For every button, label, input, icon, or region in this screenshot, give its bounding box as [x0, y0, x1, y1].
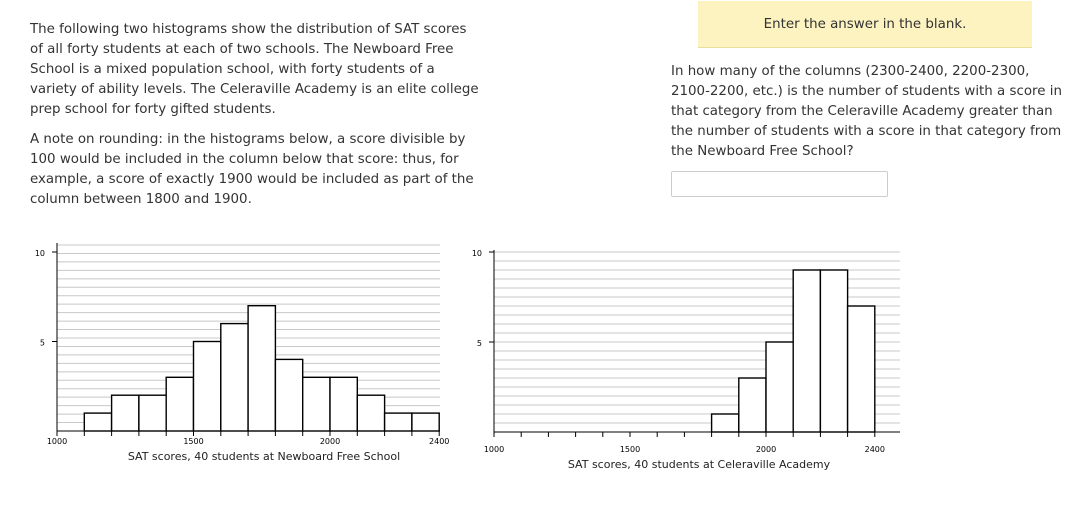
histogram-bar — [820, 270, 847, 432]
x-tick-label: 1500 — [183, 437, 204, 446]
x-axis-title: SAT scores, 40 students at Newboard Free School — [127, 450, 401, 463]
x-tick-label: 2400 — [429, 437, 450, 446]
x-tick-label: 1000 — [483, 445, 505, 454]
x-tick-label: 2400 — [864, 445, 885, 454]
x-tick-label: 2000 — [755, 445, 777, 454]
histogram-bar — [766, 342, 793, 432]
histogram-bar — [712, 414, 739, 432]
x-tick-label: 1000 — [46, 437, 68, 446]
y-tick-label: 10 — [34, 249, 45, 258]
question-text: In how many of the columns (2300-2400, 2200-2300, 2100-2200, etc.) is the number of students with a score in that category from the Celeraville Academy greater than the number of students with a score in that category from the Newboard Free School? — [671, 64, 1062, 159]
y-tick-label: 5 — [39, 338, 45, 348]
y-tick-label: 10 — [471, 249, 482, 258]
instruction-banner: Enter the answer in the blank. — [698, 1, 1032, 48]
histogram-bar — [848, 306, 875, 432]
x-tick-label: 2000 — [319, 437, 341, 446]
y-tick-label: 5 — [476, 339, 482, 348]
histogram-bar — [793, 270, 820, 432]
x-axis-title: SAT scores, 40 students at Celeraville Academy — [567, 458, 831, 471]
intro-paragraph: The following two histograms show the distribution of SAT scores of all forty students at each of two schools. The Newboard Free School is a mixed population school, with forty students of a variety of ability levels. The Celeraville Academy is an elite college prep school for forty gifted students. — [30, 22, 479, 117]
rounding-note: A note on rounding: in the histograms below, a score divisible by 100 would be included in the column below that score: thus, for example, a score of exactly 1900 would be included as part of the column between 1800 and 1900. — [30, 132, 474, 207]
histogram-bar — [739, 378, 766, 432]
x-tick-label: 1500 — [619, 445, 641, 454]
